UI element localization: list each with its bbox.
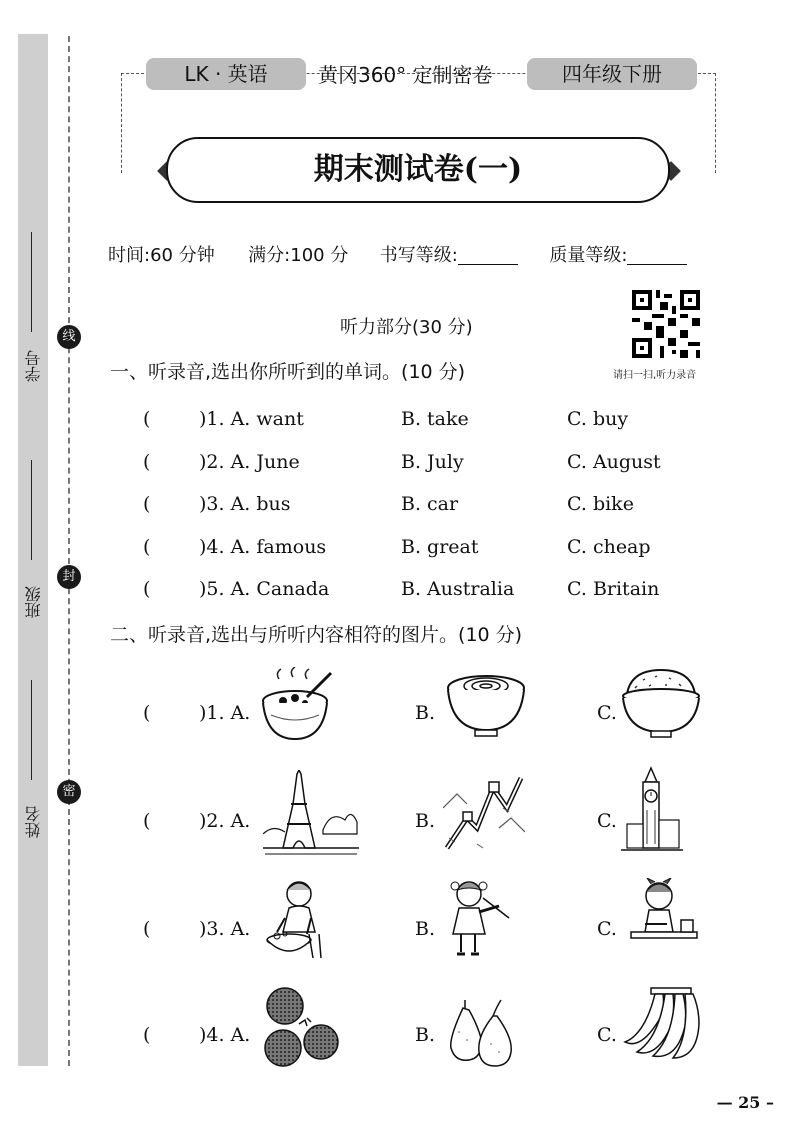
picture-question-row [143,878,743,988]
option-a: )4. A. famous [199,536,327,558]
answer-paren[interactable]: ( [143,493,151,515]
option-a-label: )3. A. [199,918,251,940]
picture-question-row [143,984,743,1094]
option-a: )2. A. June [199,451,300,473]
option-b: B. great [401,536,479,558]
pears-icon[interactable] [443,988,515,1068]
student-id-field[interactable] [31,232,52,332]
name-field[interactable] [31,680,52,780]
seal-line-mark: 线 [57,325,81,349]
option-c: C. cheap [567,536,651,558]
noodles-bowl-icon[interactable] [445,672,527,740]
class-label: 班级 [24,586,43,618]
section1-title: 一、听录音,选出你所听到的单词。(10 分) [110,361,466,383]
option-c-label: C. [597,918,617,940]
picture-question-row [143,770,743,880]
answer-paren[interactable]: ( [143,451,151,473]
quality-grade-label: 质量等级: [549,245,628,266]
cut-line [68,36,70,1066]
exam-info [108,241,687,267]
time-info: 时间:60 分钟 [108,245,215,266]
girl-violin-icon[interactable] [443,878,515,960]
seal-seal-mark: 封 [57,565,81,589]
option-b: B. Australia [401,578,515,600]
option-b: B. take [401,408,469,430]
option-a-label: )4. A. [199,1024,251,1046]
soup-bowl-icon[interactable] [261,667,333,745]
answer-paren[interactable]: ( [143,578,151,600]
option-b: B. July [401,451,464,473]
great-wall-icon[interactable] [443,768,525,854]
option-c-label: C. [597,1024,617,1046]
option-c-label: C. [597,810,617,832]
option-a-label: )2. A. [199,810,251,832]
answer-paren[interactable]: ( [143,1024,151,1046]
section2-title: 二、听录音,选出与所听内容相符的图片。(10 分) [110,624,523,646]
qr-caption: 请扫一扫,听力录音 [613,370,697,381]
option-a: )1. A. want [199,408,304,430]
picture-question-row [143,662,743,772]
option-c: C. buy [567,408,629,430]
page-number: — 25 – [716,1093,774,1112]
big-ben-icon[interactable] [621,766,683,856]
student-id-label: 学号 [24,350,43,382]
option-c: C. bike [567,493,634,515]
answer-paren[interactable]: ( [143,810,151,832]
name-label: 姓名 [24,806,43,838]
grade-tag: 四年级下册 [527,58,697,90]
option-a-label: )1. A. [199,702,251,724]
answer-paren[interactable]: ( [143,408,151,430]
option-c-label: C. [597,702,617,724]
page-title: 期末测试卷(一) [166,137,670,203]
score-info: 满分:100 分 [248,245,349,266]
seal-secret-mark: 密 [57,780,81,804]
answer-paren[interactable]: ( [143,536,151,558]
option-b: B. car [401,493,459,515]
rice-bowl-icon[interactable] [621,668,701,740]
bananas-icon[interactable] [621,984,717,1064]
option-b-label: B. [415,918,436,940]
answer-paren[interactable]: ( [143,918,151,940]
answer-paren[interactable]: ( [143,702,151,724]
option-c: C. August [567,451,661,473]
writing-grade-blank[interactable] [458,246,518,265]
subject-tag: LK · 英语 [146,58,306,90]
option-c: C. Britain [567,578,660,600]
writing-grade-label: 书写等级: [379,245,458,266]
option-a: )5. A. Canada [199,578,330,600]
listening-heading: 听力部分(30 分) [340,317,473,338]
class-field[interactable] [31,460,52,560]
option-b-label: B. [415,702,436,724]
series-title: 黄冈360° 定制密卷 [318,63,493,87]
option-a: )3. A. bus [199,493,291,515]
qr-code-icon[interactable] [632,290,700,358]
quality-grade-blank[interactable] [627,246,687,265]
option-b-label: B. [415,810,436,832]
boy-washing-icon[interactable] [263,878,329,960]
eiffel-tower-icon[interactable] [263,770,359,856]
girl-cooking-icon[interactable] [629,878,701,954]
oranges-icon[interactable] [263,986,341,1070]
option-b-label: B. [415,1024,436,1046]
